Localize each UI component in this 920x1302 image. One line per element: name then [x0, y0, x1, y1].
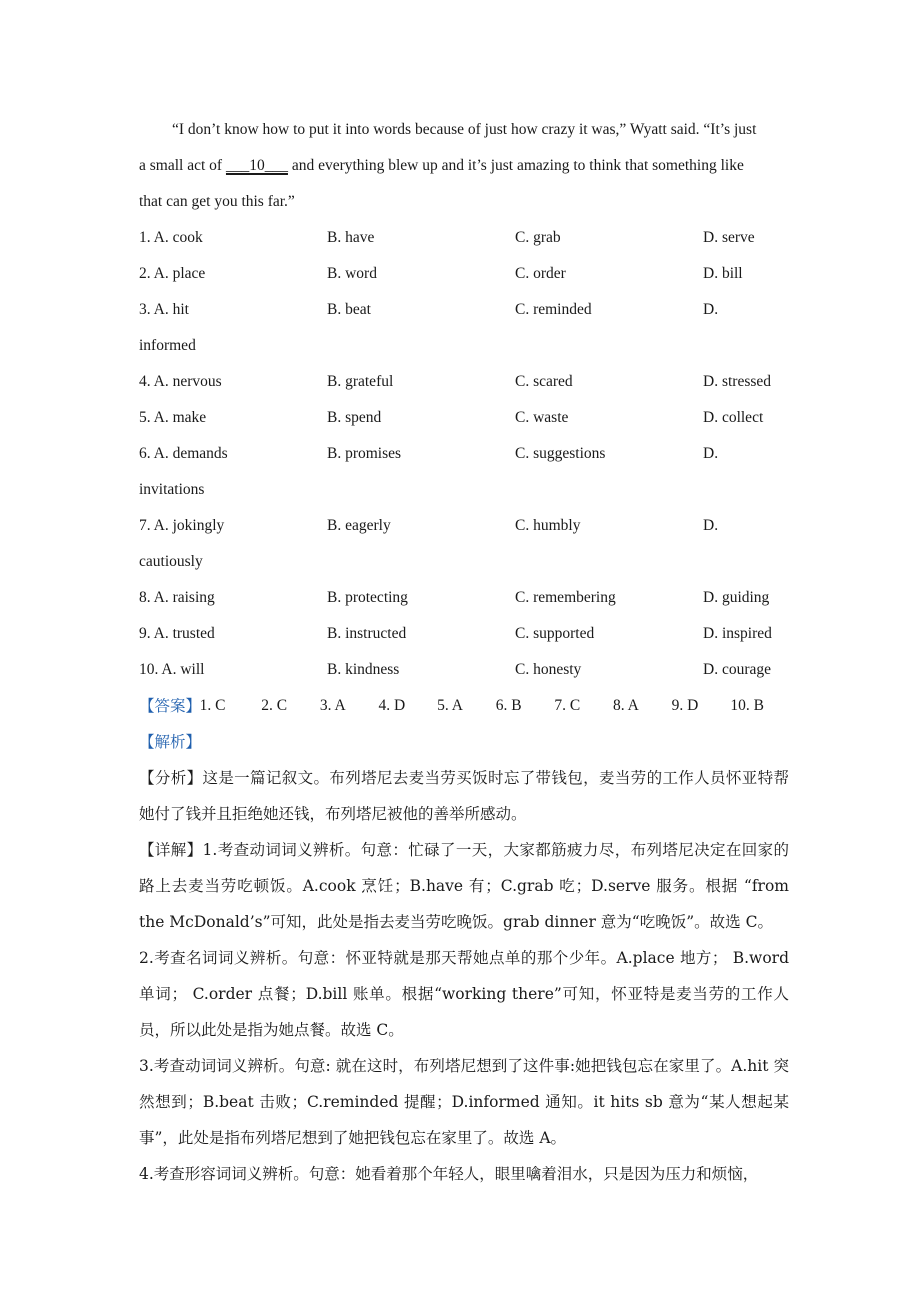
question-row	[139, 436, 789, 472]
option-c: C. humbly	[515, 517, 581, 534]
option-a: 3. A. hit	[139, 301, 189, 318]
option-d: D. collect	[703, 409, 764, 426]
option-c: C. reminded	[515, 301, 592, 318]
option-a: 5. A. make	[139, 409, 207, 426]
option-d-wrap: cautiously	[139, 553, 203, 570]
option-d: D. guiding	[703, 589, 770, 606]
question-list	[139, 220, 789, 688]
option-a: 1. A. cook	[139, 229, 203, 246]
summary-text: 这是一篇记叙文。布列塔尼去麦当劳买饭时忘了带钱包，麦当劳的工作人员怀亚特帮她付了钱并且拒绝她还钱，布列塔尼被他的善举所感动。	[139, 769, 789, 823]
question-row	[139, 292, 789, 328]
option-a: 6. A. demands	[139, 445, 228, 462]
detail-label: 【详解】	[139, 841, 203, 859]
answer-item: 7. C	[554, 697, 581, 714]
option-b: B. beat	[327, 301, 371, 318]
answer-item: 4. D	[378, 697, 406, 714]
question-row	[139, 400, 789, 436]
option-b: B. instructed	[327, 625, 407, 642]
option-d: D.	[703, 445, 719, 462]
answer-item: 3. A	[319, 697, 346, 714]
answer-item: 6. B	[495, 697, 522, 714]
option-d-wrap: invitations	[139, 481, 205, 498]
answer-item: 10. B	[730, 697, 764, 714]
passage-line-1: “I don’t know how to put it into words because of just how crazy it was,” Wyatt said. “It’s just	[172, 121, 757, 138]
option-c: C. scared	[515, 373, 573, 390]
option-d: D. inspired	[703, 625, 772, 642]
analysis-label: 【解析】	[139, 733, 202, 751]
question-row	[139, 256, 789, 292]
question-row	[139, 580, 789, 616]
answer-key	[139, 688, 789, 724]
option-c: C. supported	[515, 625, 595, 642]
document-page	[139, 112, 789, 1192]
option-a: 9. A. trusted	[139, 625, 215, 642]
detail-text: 1.考查动词词义辨析。句意：忙碌了一天，大家都筋疲力尽，布列塔尼决定在回家的路上去麦当劳吃顿饭。A.cook 烹饪；B.have 有；C.grab 吃；D.serve 服务。根据 “from the McDonald’s”可知，此处是指去麦当劳吃晚饭。grab dinner 意为“吃晚饭”。故选 C。	[139, 841, 789, 931]
option-b: B. protecting	[327, 589, 408, 606]
option-c: C. honesty	[515, 661, 582, 678]
option-b: B. promises	[327, 445, 402, 462]
option-d: D. bill	[703, 265, 743, 282]
option-b: B. word	[327, 265, 377, 282]
passage-line-2-start: a small act of	[139, 157, 226, 174]
option-b: B. kindness	[327, 661, 400, 678]
passage-line-2	[139, 148, 789, 184]
option-c: C. waste	[515, 409, 569, 426]
question-row	[139, 364, 789, 400]
analysis-detail-4: 4.考查形容词词义辨析。句意：她看着那个年轻人，眼里噙着泪水，只是因为压力和烦恼，	[139, 1165, 759, 1183]
option-d: D. stressed	[703, 373, 772, 390]
option-d: D.	[703, 517, 719, 534]
option-b: B. grateful	[327, 373, 394, 390]
option-d: D. serve	[703, 229, 755, 246]
answer-item: 5. A	[437, 697, 463, 714]
answer-label: 【答案】	[139, 697, 202, 715]
option-a: 7. A. jokingly	[139, 517, 225, 534]
option-b: B. eagerly	[327, 517, 391, 534]
option-d: D.	[703, 301, 719, 318]
analysis-detail-1	[139, 832, 789, 940]
answer-item: 9. D	[671, 697, 699, 714]
passage-line-3: that can get you this far.”	[139, 193, 295, 210]
option-d-wrap: informed	[139, 337, 196, 354]
option-a: 8. A. raising	[139, 589, 215, 606]
blank-10: ___10___	[225, 157, 288, 174]
question-row	[139, 508, 789, 544]
option-c: C. remembering	[515, 589, 616, 606]
option-b: B. have	[327, 229, 375, 246]
analysis-detail-2: 2.考查名词词义辨析。句意：怀亚特就是那天帮她点单的那个少年。A.place 地方； B.word 单词； C.order 点餐；D.bill 账单。根据“working there”可知，怀亚特是麦当劳的工作人员，所以此处是指为她点餐。故选 C。	[139, 949, 789, 1039]
option-d: D. courage	[703, 661, 771, 678]
option-a: 10. A. will	[139, 661, 205, 678]
option-a: 2. A. place	[139, 265, 206, 282]
question-row	[139, 220, 789, 256]
answer-item: 1. C	[199, 697, 226, 714]
option-c: C. grab	[515, 229, 561, 246]
option-c: C. suggestions	[515, 445, 606, 462]
analysis-detail-3: 3.考查动词词义辨析。句意: 就在这时，布列塔尼想到了这件事:她把钱包忘在家里了。A.hit 突然想到；B.beat 击败；C.reminded 提醒；D.informed 通知。it hits sb 意为“某人想起某事”，此处是指布列塔尼想到了她把钱包忘在家里了。故选 A。	[139, 1057, 789, 1147]
answer-item: 2. C	[261, 697, 288, 714]
option-c: C. order	[515, 265, 566, 282]
answer-item: 8. A	[613, 697, 639, 714]
passage-line-2-end: and everything blew up and it’s just amazing to think that something like	[287, 157, 744, 174]
analysis-summary	[139, 760, 789, 832]
option-b: B. spend	[327, 409, 382, 426]
question-row	[139, 616, 789, 652]
option-a: 4. A. nervous	[139, 373, 222, 390]
question-row	[139, 652, 789, 688]
summary-label: 【分析】	[139, 769, 203, 787]
